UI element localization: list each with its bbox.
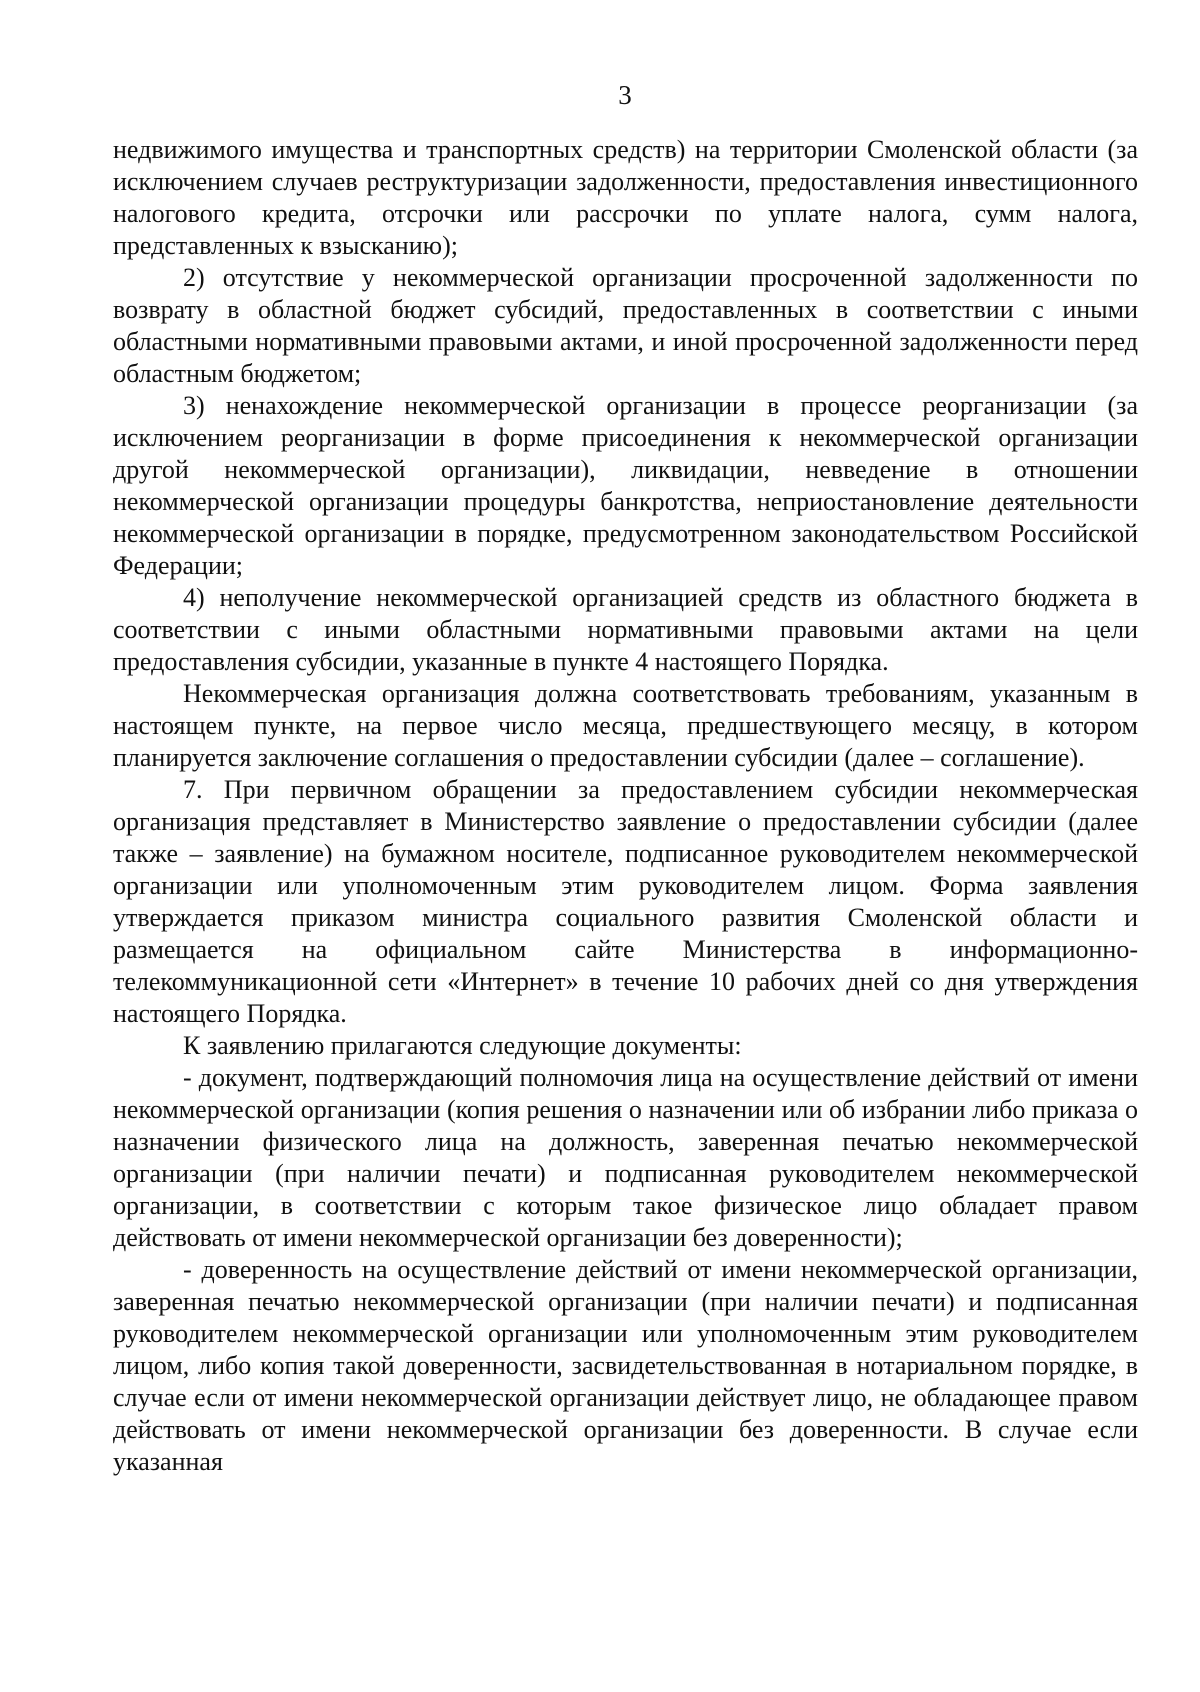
paragraph-item-2: 2) отсутствие у некоммерческой организации просроченной задолженности по возврату в областной бюджет субсидий, предоставленных в соответствии с иными областными нормативными правовыми актами, и иной просроченной задолженности перед областным бюджетом; (113, 263, 1138, 388)
paragraph-attachment-document: - документ, подтверждающий полномочия лица на осуществление действий от имени некоммерческой организации (копия решения о назначении или об избрании либо приказа о назначении физического лица на должность, заверенная печатью некоммерческой организации (при наличии печати) и подписанная руководителем некоммерческой организации, в соответствии с которым такое физическое лицо обладает правом действовать от имени некоммерческой организации без доверенности); (113, 1063, 1138, 1252)
paragraph-requirements-note: Некоммерческая организация должна соответствовать требованиям, указанным в настоящем пункте, на первое число месяца, предшествующего месяцу, в котором планируется заключение соглашения о предоставлении субсидии (далее – соглашение). (113, 679, 1138, 772)
paragraph-item-4: 4) неполучение некоммерческой организацией средств из областного бюджета в соответствии с иными областными нормативными правовыми актами на цели предоставления субсидии, указанные в пункте 4 настоящего Порядка. (113, 583, 1138, 676)
document-body (113, 134, 1138, 1478)
paragraph-clause-7: 7. При первичном обращении за предоставлением субсидии некоммерческая организация представляет в Министерство заявление о предоставлении субсидии (далее также – заявление) на бумажном носителе, подписанное руководителем некоммерческой организации или уполномоченным этим руководителем лицом. Форма заявления утверждается приказом министра социального развития Смоленской области и размещается на официальном сайте Министерства в информационно-телекоммуникационной сети «Интернет» в течение 10 рабочих дней со дня утверждения настоящего Порядка. (113, 775, 1138, 1028)
paragraph-item-3: 3) ненахождение некоммерческой организации в процессе реорганизации (за исключением реорганизации в форме присоединения к некоммерческой организации другой некоммерческой организации), ликвидации, невведение в отношении некоммерческой организации процедуры банкротства, неприостановление деятельности некоммерческой организации в порядке, предусмотренном законодательством Российской Федерации; (113, 391, 1138, 580)
paragraph-attachments-intro: К заявлению прилагаются следующие документы: (183, 1031, 742, 1060)
paragraph-continuation: недвижимого имущества и транспортных средств) на территории Смоленской области (за исключением случаев реструктуризации задолженности, предоставления инвестиционного налогового кредита, отсрочки или рассрочки по уплате налога, сумм налога, представленных к взысканию); (113, 135, 1138, 260)
paragraph-attachment-power-of-attorney: - доверенность на осуществление действий от имени некоммерческой организации, заверенная печатью некоммерческой организации (при наличии печати) и подписанная руководителем некоммерческой организации или уполномоченным этим руководителем лицом, либо копия такой доверенности, засвидетельствованная в нотариальном порядке, в случае если от имени некоммерческой организации действует лицо, не обладающее правом действовать от имени некоммерческой организации без доверенности. В случае если указанная (113, 1255, 1138, 1476)
page-number: 3 (618, 80, 632, 110)
